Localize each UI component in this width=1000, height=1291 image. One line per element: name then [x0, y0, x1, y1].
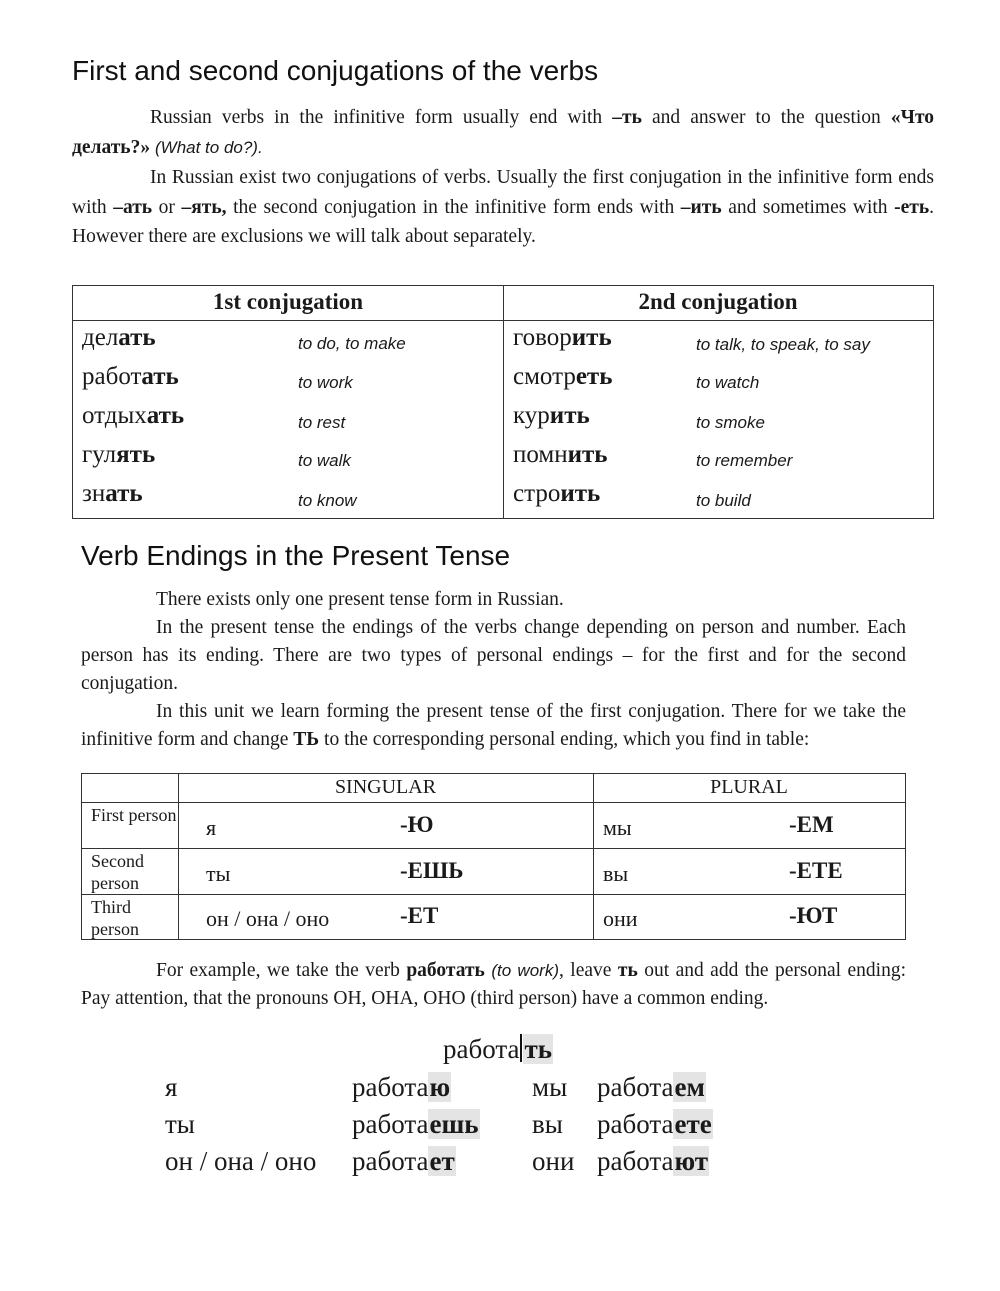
removed-ending: ть: [524, 1034, 553, 1064]
row-divider: [82, 802, 905, 803]
example-pronoun: они: [532, 1146, 575, 1176]
person-label: First person: [91, 805, 177, 825]
verb-2-3: курить: [513, 402, 590, 429]
translation-2-5: to build: [696, 491, 751, 510]
translation-2-4: to remember: [696, 451, 793, 470]
person-label: Third person: [91, 897, 139, 939]
ending-singular: -ЕШЬ: [400, 858, 464, 883]
pronoun-plural: вы: [603, 861, 629, 886]
ending-plural: -ЮТ: [789, 903, 838, 928]
intro-paragraph-2: In Russian exist two conjugations of verbs. Usually the first conjugation in the infinitive form ends with –ать or –ять, the second conjugation in the infinitive form ends with –ить and sometimes with -еть. However there are exclusions we will talk about separately.: [72, 167, 935, 247]
section-title-present-tense: Verb Endings in the Present Tense: [81, 540, 511, 571]
example-form: работают: [597, 1146, 709, 1176]
endings-table: [81, 773, 906, 940]
translation-2-3: to smoke: [696, 413, 765, 432]
section-title-conjugations: First and second conjugations of the verbs: [72, 55, 599, 86]
example-pronoun: он / она / оно: [165, 1146, 317, 1176]
header-2nd-conjugation: 2nd conjugation: [638, 289, 798, 314]
example-pronoun: я: [165, 1072, 178, 1102]
translation-1-5: to know: [298, 491, 357, 510]
translation-2-1: to talk, to speak, to say: [696, 335, 870, 354]
row-divider: [82, 848, 905, 849]
row-divider: [82, 894, 905, 895]
example-form: работает: [352, 1146, 455, 1176]
header-singular: SINGULAR: [334, 776, 437, 798]
translation-1-4: to walk: [298, 451, 351, 470]
example-form: работаю: [352, 1072, 451, 1102]
intro-paragraph-1: Russian verbs in the infinitive form usually end with –ть and answer to the question «Что делать?» (What to do?).: [72, 107, 935, 158]
ending-singular: -Ю: [400, 812, 434, 837]
verb-1-4: гулять: [82, 441, 156, 468]
example-pronoun: ты: [165, 1109, 195, 1139]
present-paragraph-3: In this unit we learn forming the present tense of the first conjugation. There for we take the infinitive form and change ТЬ to the corresponding personal ending, which you find in table:: [81, 701, 906, 750]
example-pronoun: вы: [532, 1109, 563, 1139]
example-paragraph: For example, we take the verb работать (to work), leave ть out and add the personal ending: Pay attention, that the pronouns ОН, ОНА, ОНО (third person) have a common ending.: [81, 960, 907, 1009]
verb-2-4: помнить: [513, 441, 608, 468]
pronoun-singular: он / она / оно: [206, 906, 330, 931]
header-1st-conjugation: 1st conjugation: [212, 289, 364, 314]
conjugation-table: [72, 285, 934, 519]
header-plural: PLURAL: [710, 776, 788, 798]
verb-2-2: смотреть: [513, 363, 613, 390]
translation-2-2: to watch: [696, 373, 760, 392]
pronoun-singular: я: [206, 815, 217, 840]
verb-1-1: делать: [82, 324, 156, 351]
example-form: работаешь: [352, 1109, 479, 1139]
example-pronoun: мы: [532, 1072, 568, 1102]
ending-plural: -ЕТЕ: [789, 858, 843, 883]
verb-2-5: строить: [513, 480, 601, 507]
person-label: Second person: [91, 851, 144, 893]
verb-1-3: отдыхать: [82, 402, 185, 429]
verb-2-1: говорить: [513, 324, 612, 351]
translation-1-1: to do, to make: [298, 334, 406, 353]
pronoun-singular: ты: [206, 861, 231, 886]
example-form: работаете: [597, 1109, 712, 1139]
verb-1-2: работать: [82, 363, 179, 390]
pronoun-plural: они: [603, 906, 638, 931]
stem-split: работа ть: [443, 1034, 553, 1064]
present-paragraph-2: In the present tense the endings of the verbs change depending on person and number. Each person has its ending. There are two types of personal endings – for the first and for the second conjugation.: [81, 617, 906, 694]
pronoun-plural: мы: [603, 815, 632, 840]
present-paragraph-1: There exists only one present tense form in Russian.: [156, 589, 564, 610]
translation-1-3: to rest: [298, 413, 346, 432]
translation-1-2: to work: [298, 373, 353, 392]
verb-1-5: знать: [82, 480, 143, 507]
header-divider: [73, 320, 933, 321]
example-form: работаем: [597, 1072, 705, 1102]
ending-singular: -ЕТ: [400, 903, 439, 928]
ending-plural: -ЕМ: [789, 812, 834, 837]
